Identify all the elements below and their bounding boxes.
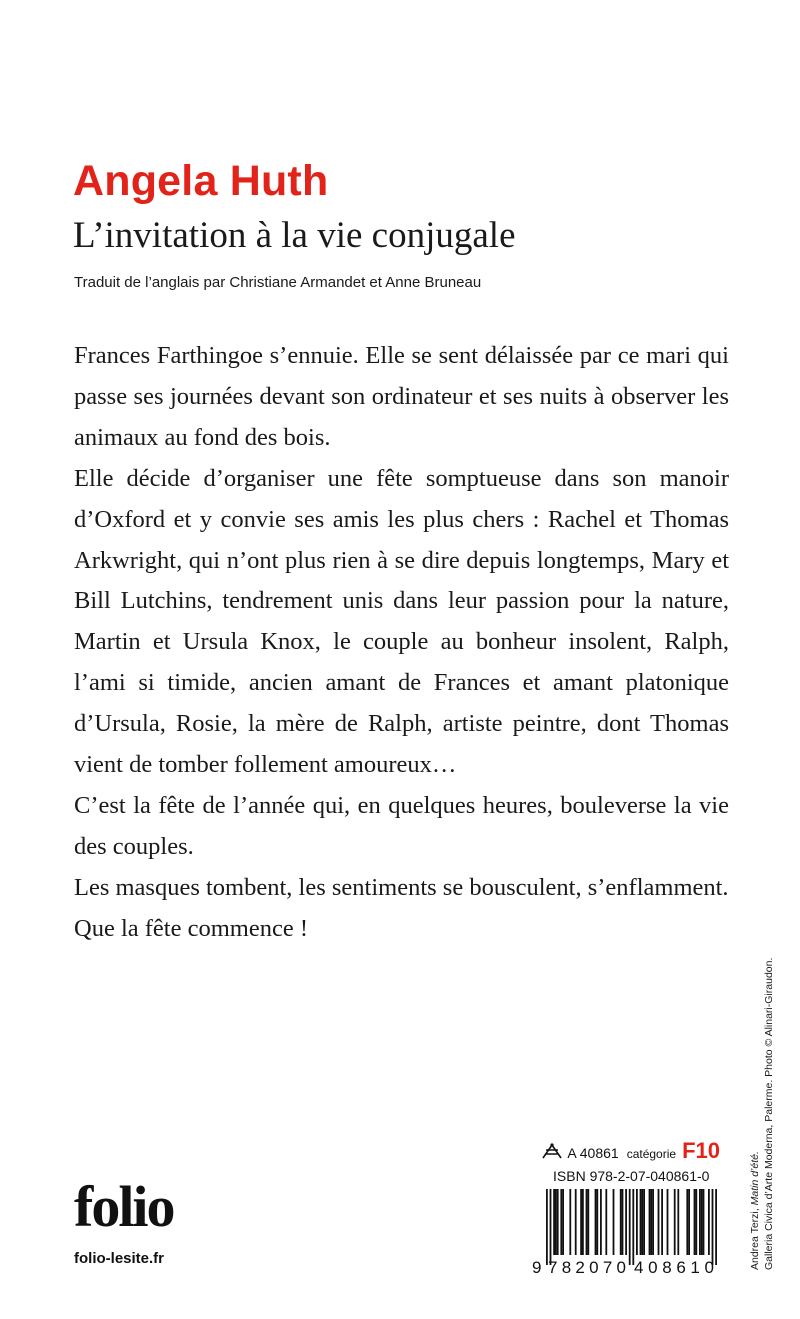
- barcode-bar: [640, 1189, 642, 1255]
- barcode-bar: [677, 1189, 679, 1255]
- catalog-reference: A 40861: [567, 1145, 619, 1161]
- barcode-left-digits: 782070: [548, 1258, 626, 1275]
- barcode-bar: [701, 1189, 703, 1255]
- author-name: Angela Huth: [73, 157, 329, 205]
- barcode-bar: [715, 1189, 717, 1265]
- image-credit: [748, 958, 776, 1270]
- credit-line-artist: [748, 958, 762, 1270]
- barcode-bar: [636, 1189, 638, 1255]
- barcode-bar: [649, 1189, 651, 1255]
- barcode-bar: [595, 1189, 597, 1255]
- publisher-website: folio-lesite.fr: [74, 1250, 165, 1267]
- blurb-paragraph: Elle décide d’organiser une fête somptueuse dans son manoir d’Oxford et y convie ses amis les plus chers : Rachel et Thomas Arkwright, qui n’ont plus rien à se dire depuis longtemps, Mary et Bill Lutchins, tendrement unis dans leur passion pour la nature, Martin et Ursula Knox, le couple au bonheur insolent, Ralph, l’ami si timide, ancien amant de Frances et amant platonique d’Ursula, Rosie, la mère de Ralph, artiste peintre, dont Thomas vient de tomber follement amoureux…: [74, 464, 729, 779]
- barcode-bar: [550, 1189, 552, 1265]
- barcode-bar: [703, 1189, 705, 1255]
- barcode-bar: [625, 1189, 627, 1255]
- category-code: F10: [682, 1138, 720, 1163]
- barcode-bar: [575, 1189, 577, 1255]
- barcode-bar: [632, 1189, 634, 1265]
- barcode-bar: [546, 1189, 548, 1265]
- barcode-bar: [557, 1189, 559, 1255]
- barcode-bar: [712, 1189, 714, 1265]
- barcode-bar: [569, 1189, 571, 1255]
- barcode-bar: [652, 1189, 654, 1255]
- gallimard-emblem-icon: [541, 1142, 563, 1160]
- barcode-bars: [546, 1189, 717, 1265]
- barcode-bar: [695, 1189, 697, 1255]
- barcode-bar: [622, 1189, 624, 1255]
- barcode-bar: [674, 1189, 676, 1255]
- category-label: catégorie: [626, 1147, 677, 1161]
- barcode-bar: [613, 1189, 615, 1255]
- barcode-bar: [605, 1189, 607, 1255]
- credit-artist: Andrea Terzi,: [749, 1208, 761, 1270]
- catalog-code-row: [520, 1138, 720, 1164]
- credit-collection: Galleria Civica d’Arte Moderna, Palerme. Photo © Alinari-Giraudon.: [763, 957, 775, 1270]
- barcode-bar: [620, 1189, 622, 1255]
- blurb-paragraph: Les masques tombent, les sentiments se bousculent, s’enflamment.: [74, 873, 729, 901]
- barcode-right-digits: 408610: [634, 1258, 714, 1275]
- barcode-bar: [560, 1189, 562, 1255]
- barcode-bar: [661, 1189, 663, 1255]
- blurb-paragraph: Frances Farthingoe s’ennuie. Elle se sent délaissée par ce mari qui passe ses journées devant son ordinateur et ses nuits à observer les animaux au fond des bois.: [74, 342, 729, 451]
- barcode-bar: [643, 1189, 645, 1255]
- barcode-bar: [587, 1189, 589, 1255]
- barcode-bar: [658, 1189, 660, 1255]
- barcode-bar: [582, 1189, 584, 1255]
- barcode-bar: [708, 1189, 710, 1255]
- barcode-bar: [555, 1189, 557, 1255]
- barcode-bar: [580, 1189, 582, 1255]
- barcode-bar: [641, 1189, 643, 1255]
- blurb-paragraph: C’est la fête de l’année qui, en quelques heures, bouleverse la vie des couples.: [74, 791, 729, 860]
- barcode-bar: [596, 1189, 598, 1255]
- barcode-bar: [699, 1189, 701, 1255]
- isbn-barcode: [528, 1189, 724, 1275]
- book-title: L’invitation à la vie conjugale: [73, 215, 516, 256]
- barcode-bar: [667, 1189, 669, 1255]
- isbn-number: ISBN 978-2-07-040861-0: [553, 1168, 710, 1184]
- barcode-bar: [694, 1189, 696, 1255]
- barcode-bar: [686, 1189, 688, 1255]
- back-cover-blurb: [74, 336, 729, 950]
- barcode-first-digit: 9: [532, 1258, 542, 1275]
- folio-logo: folio: [74, 1174, 174, 1239]
- blurb-paragraph: Que la fête commence !: [74, 914, 308, 942]
- credit-artwork: Matin d’été.: [749, 1151, 761, 1206]
- barcode-bar: [586, 1189, 588, 1255]
- barcode-bar: [688, 1189, 690, 1255]
- barcode-bar: [600, 1189, 602, 1255]
- barcode-bar: [562, 1189, 564, 1255]
- barcode-bar: [553, 1189, 555, 1255]
- barcode-bar: [629, 1189, 631, 1265]
- barcode-bar: [650, 1189, 652, 1255]
- translator-credit: Traduit de l’anglais par Christiane Armandet et Anne Bruneau: [74, 274, 482, 291]
